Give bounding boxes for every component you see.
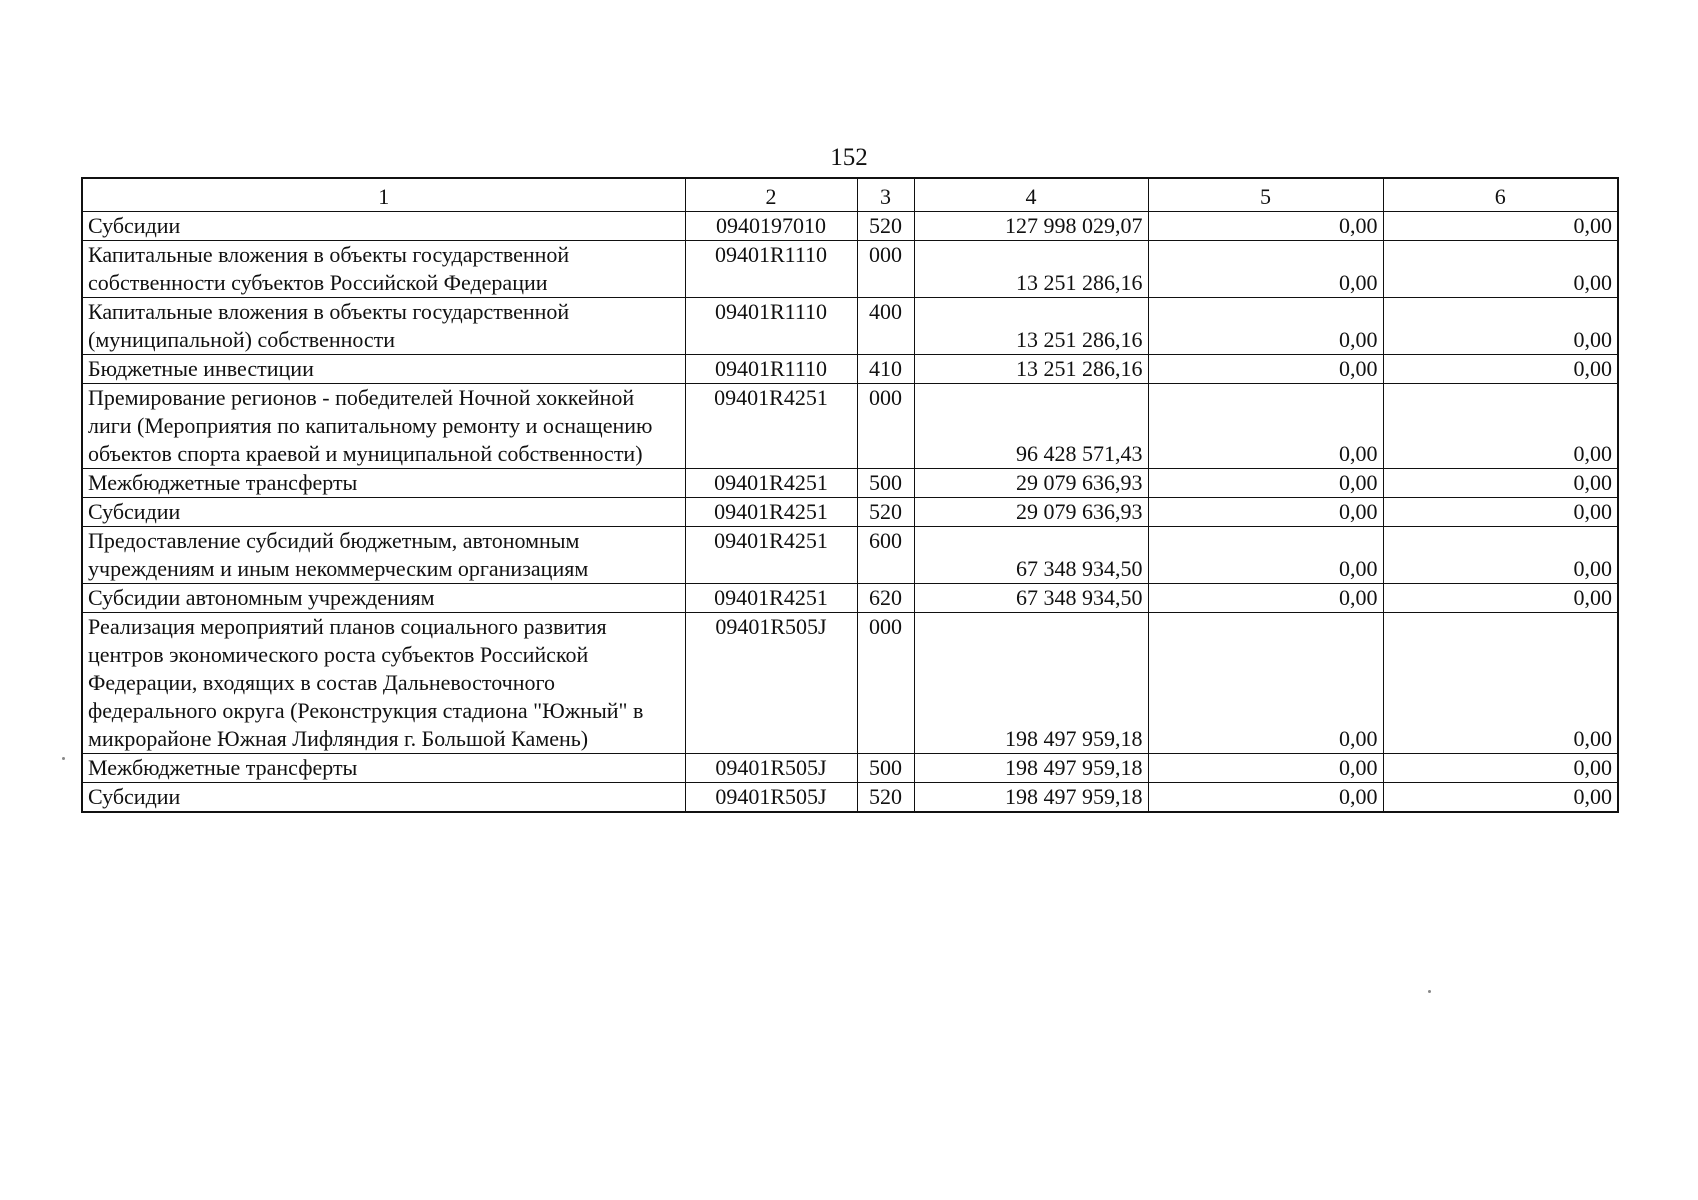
table-row xyxy=(82,212,1618,241)
row-amount-4: 29 079 636,93 xyxy=(914,498,1148,527)
row-code: 09401R505J xyxy=(685,754,857,783)
row-code: 0940197010 xyxy=(685,212,857,241)
column-header-1: 1 xyxy=(82,178,685,212)
row-code: 09401R1110 xyxy=(685,298,857,355)
row-amount-5: 0,00 xyxy=(1148,469,1383,498)
row-expense-type: 620 xyxy=(857,584,914,613)
row-code: 09401R4251 xyxy=(685,584,857,613)
column-header-2: 2 xyxy=(685,178,857,212)
table-row xyxy=(82,241,1618,298)
row-amount-6: 0,00 xyxy=(1383,469,1618,498)
row-expense-type: 600 xyxy=(857,527,914,584)
row-amount-5: 0,00 xyxy=(1148,298,1383,355)
row-amount-4: 96 428 571,43 xyxy=(914,384,1148,469)
row-name: Капитальные вложения в объекты государственной собственности субъектов Российской Федерации xyxy=(82,241,685,298)
row-amount-6: 0,00 xyxy=(1383,613,1618,754)
scan-speck xyxy=(1428,990,1431,993)
budget-table xyxy=(81,177,1619,813)
table-row xyxy=(82,384,1618,469)
row-amount-4: 29 079 636,93 xyxy=(914,469,1148,498)
row-name: Субсидии xyxy=(82,212,685,241)
row-amount-6: 0,00 xyxy=(1383,754,1618,783)
row-expense-type: 400 xyxy=(857,298,914,355)
row-amount-6: 0,00 xyxy=(1383,241,1618,298)
table-row xyxy=(82,355,1618,384)
row-code: 09401R4251 xyxy=(685,384,857,469)
row-code: 09401R4251 xyxy=(685,498,857,527)
row-name: Субсидии xyxy=(82,783,685,813)
row-expense-type: 520 xyxy=(857,498,914,527)
table-row xyxy=(82,613,1618,754)
table-row xyxy=(82,298,1618,355)
row-amount-6: 0,00 xyxy=(1383,783,1618,813)
row-code: 09401R4251 xyxy=(685,469,857,498)
row-amount-5: 0,00 xyxy=(1148,754,1383,783)
row-amount-5: 0,00 xyxy=(1148,355,1383,384)
row-amount-4: 127 998 029,07 xyxy=(914,212,1148,241)
row-expense-type: 520 xyxy=(857,783,914,813)
row-expense-type: 000 xyxy=(857,384,914,469)
table-row xyxy=(82,783,1618,813)
row-amount-5: 0,00 xyxy=(1148,584,1383,613)
row-amount-5: 0,00 xyxy=(1148,212,1383,241)
row-name: Межбюджетные трансферты xyxy=(82,469,685,498)
row-amount-4: 13 251 286,16 xyxy=(914,355,1148,384)
table-row xyxy=(82,527,1618,584)
scan-speck xyxy=(62,757,65,760)
row-amount-5: 0,00 xyxy=(1148,613,1383,754)
row-expense-type: 000 xyxy=(857,613,914,754)
row-amount-6: 0,00 xyxy=(1383,527,1618,584)
table-row xyxy=(82,469,1618,498)
row-name: Премирование регионов - победителей Ночной хоккейной лиги (Мероприятия по капитальному ремонту и оснащению объектов спорта краевой и муниципальной собственности) xyxy=(82,384,685,469)
row-amount-5: 0,00 xyxy=(1148,498,1383,527)
row-amount-4: 198 497 959,18 xyxy=(914,783,1148,813)
row-amount-5: 0,00 xyxy=(1148,241,1383,298)
column-header-6: 6 xyxy=(1383,178,1618,212)
row-amount-4: 198 497 959,18 xyxy=(914,613,1148,754)
row-expense-type: 500 xyxy=(857,469,914,498)
row-code: 09401R505J xyxy=(685,613,857,754)
row-amount-6: 0,00 xyxy=(1383,498,1618,527)
row-code: 09401R4251 xyxy=(685,527,857,584)
row-expense-type: 500 xyxy=(857,754,914,783)
row-name: Межбюджетные трансферты xyxy=(82,754,685,783)
header-row xyxy=(82,178,1618,212)
row-amount-4: 13 251 286,16 xyxy=(914,298,1148,355)
row-amount-6: 0,00 xyxy=(1383,212,1618,241)
row-name: Субсидии xyxy=(82,498,685,527)
column-header-4: 4 xyxy=(914,178,1148,212)
row-amount-4: 67 348 934,50 xyxy=(914,527,1148,584)
row-name: Бюджетные инвестиции xyxy=(82,355,685,384)
table-row xyxy=(82,498,1618,527)
row-amount-6: 0,00 xyxy=(1383,355,1618,384)
row-amount-6: 0,00 xyxy=(1383,298,1618,355)
row-code: 09401R505J xyxy=(685,783,857,813)
column-header-5: 5 xyxy=(1148,178,1383,212)
row-amount-6: 0,00 xyxy=(1383,384,1618,469)
row-amount-5: 0,00 xyxy=(1148,783,1383,813)
table-row xyxy=(82,584,1618,613)
row-name: Предоставление субсидий бюджетным, автономным учреждениям и иным некоммерческим организациям xyxy=(82,527,685,584)
row-name: Субсидии автономным учреждениям xyxy=(82,584,685,613)
row-expense-type: 520 xyxy=(857,212,914,241)
row-amount-4: 13 251 286,16 xyxy=(914,241,1148,298)
row-name: Реализация мероприятий планов социального развития центров экономического роста субъектов Российской Федерации, входящих в состав Дальневосточного федерального округа (Реконструкция стадиона "Южный" в микрорайоне Южная Лифляндия г. Большой Камень) xyxy=(82,613,685,754)
row-name: Капитальные вложения в объекты государственной (муниципальной) собственности xyxy=(82,298,685,355)
row-expense-type: 410 xyxy=(857,355,914,384)
row-amount-5: 0,00 xyxy=(1148,527,1383,584)
row-amount-5: 0,00 xyxy=(1148,384,1383,469)
row-amount-4: 67 348 934,50 xyxy=(914,584,1148,613)
row-code: 09401R1110 xyxy=(685,241,857,298)
row-amount-6: 0,00 xyxy=(1383,584,1618,613)
row-code: 09401R1110 xyxy=(685,355,857,384)
row-amount-4: 198 497 959,18 xyxy=(914,754,1148,783)
column-header-3: 3 xyxy=(857,178,914,212)
row-expense-type: 000 xyxy=(857,241,914,298)
table-row xyxy=(82,754,1618,783)
page-number: 152 xyxy=(830,144,868,171)
